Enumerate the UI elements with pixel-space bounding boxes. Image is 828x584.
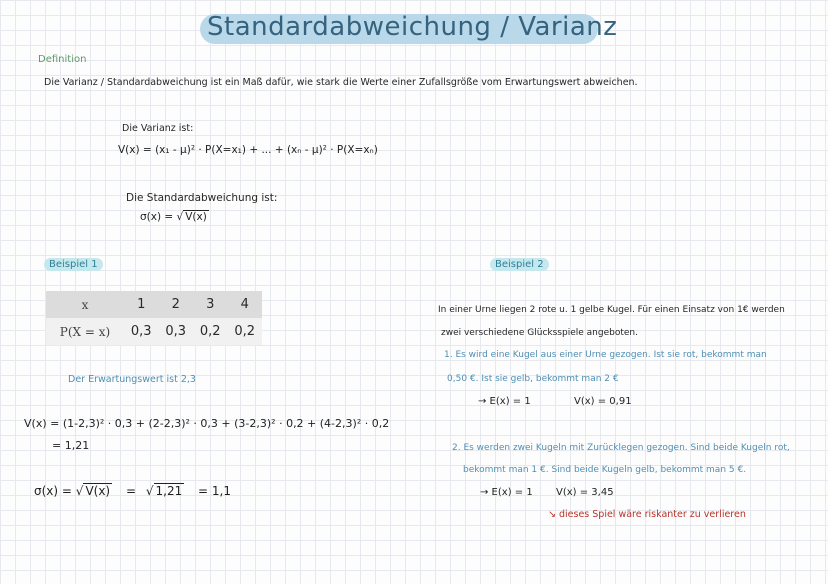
sd-calc-sqrt2: 1,21 bbox=[155, 484, 183, 498]
table-cell: 1 bbox=[124, 291, 159, 318]
sd-formula: σ(x) = √ V(x) bbox=[140, 211, 207, 223]
table-cell: 4 bbox=[228, 291, 263, 318]
spiel2-result-v: V(x) = 3,45 bbox=[556, 487, 614, 498]
sd-calc: σ(x) = √ V(x) = √ 1,21 = 1,1 bbox=[34, 484, 231, 498]
varianz-calc: V(x) = (1-2,3)² · 0,3 + (2-2,3)² · 0,3 + (3-2,3)² · 0,2 + (4-2,3)² · 0,2 bbox=[24, 417, 390, 430]
sd-formula-lhs: σ(x) = bbox=[140, 211, 174, 223]
table-cell: 0,3 bbox=[159, 318, 194, 345]
beispiel2-intro-line2: zwei verschiedene Glücksspiele angeboten. bbox=[441, 328, 638, 338]
table-cell: 3 bbox=[193, 291, 228, 318]
sd-calc-eq: = bbox=[125, 484, 137, 498]
varianz-result: = 1,21 bbox=[52, 439, 90, 452]
table-header-label: x bbox=[46, 291, 124, 318]
table-row bbox=[46, 291, 262, 318]
definition-text: Die Varianz / Standardabweichung ist ein Maß dafür, wie stark die Werte einer Zufallsgröße vom Erwartungswert abweichen. bbox=[44, 77, 638, 88]
erwartungswert-text: Der Erwartungswert ist 2,3 bbox=[68, 374, 196, 385]
conclusion-text: ↘ dieses Spiel wäre riskanter zu verlieren bbox=[548, 509, 746, 520]
varianz-formula: V(x) = (x₁ - μ)² · P(X=x₁) + ... + (xₙ - μ)² · P(X=xₙ) bbox=[118, 144, 378, 156]
beispiel1-label: Beispiel 1 bbox=[44, 258, 103, 271]
spiel1-result-v: V(x) = 0,91 bbox=[574, 396, 632, 407]
table-cell: 0,3 bbox=[124, 318, 159, 345]
spiel1-result-e: → E(x) = 1 bbox=[478, 396, 531, 407]
sd-calc-sqrt1: V(x) bbox=[85, 484, 111, 498]
sd-calc-lhs: σ(x) = bbox=[34, 484, 72, 498]
table-row-label: P(X = x) bbox=[46, 318, 124, 345]
sd-calc-result: = 1,1 bbox=[198, 484, 231, 498]
definition-label: Definition bbox=[38, 54, 87, 65]
spiel1-line1: 1. Es wird eine Kugel aus einer Urne gezogen. Ist sie rot, bekommt man bbox=[444, 350, 767, 360]
sd-intro: Die Standardabweichung ist: bbox=[126, 192, 278, 204]
probability-table bbox=[46, 291, 262, 345]
spiel2-line1: 2. Es werden zwei Kugeln mit Zurücklegen gezogen. Sind beide Kugeln rot, bbox=[452, 443, 790, 453]
beispiel2-label: Beispiel 2 bbox=[490, 258, 549, 271]
beispiel2-intro-line1: In einer Urne liegen 2 rote u. 1 gelbe Kugel. Für einen Einsatz von 1€ werden bbox=[438, 305, 785, 315]
page-title: Standardabweichung / Varianz bbox=[207, 12, 618, 42]
spiel1-line2: 0,50 €. Ist sie gelb, bekommt man 2 € bbox=[447, 374, 619, 384]
table-cell: 2 bbox=[159, 291, 194, 318]
table-cell: 0,2 bbox=[228, 318, 263, 345]
varianz-intro: Die Varianz ist: bbox=[122, 123, 194, 134]
spiel2-line2: bekommt man 1 €. Sind beide Kugeln gelb, bekommt man 5 €. bbox=[463, 465, 747, 475]
spiel2-result-e: → E(x) = 1 bbox=[480, 487, 533, 498]
table-cell: 0,2 bbox=[193, 318, 228, 345]
sd-formula-sqrt: V(x) bbox=[185, 211, 207, 223]
table-row bbox=[46, 318, 262, 345]
